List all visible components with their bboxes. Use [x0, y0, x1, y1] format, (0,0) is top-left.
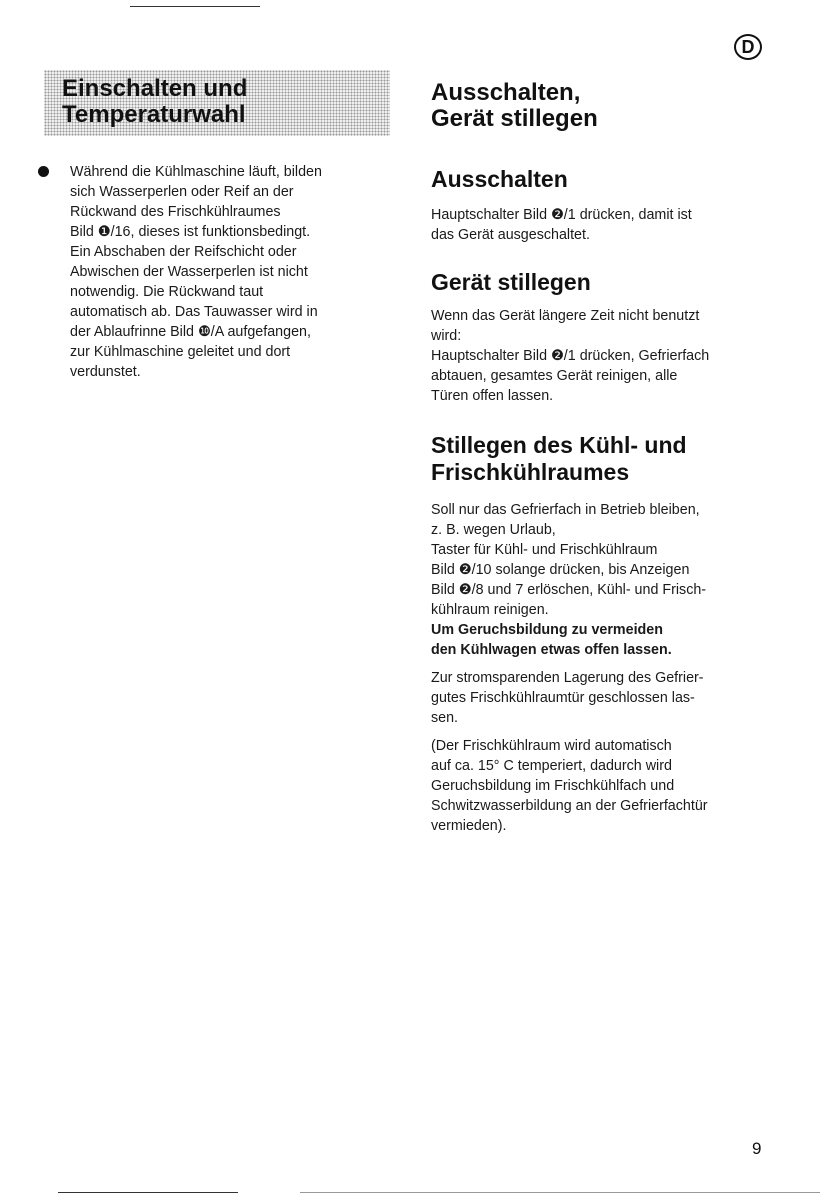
note-line: Schwitzwasserbildung an der Gefrierfachtür: [431, 798, 708, 814]
kuehlraum-stillegen-text: [431, 500, 811, 660]
heading-ausschalten: [431, 166, 811, 193]
note-line: auf ca. 15° C temperiert, dadurch wird: [431, 758, 672, 774]
main-heading: [431, 80, 811, 132]
left-title-line-1: Einschalten und: [62, 75, 248, 102]
temperature-note-text: [431, 736, 811, 836]
heading-geraet-stillegen: [431, 269, 811, 296]
heading-kuehlraum-stillegen: [431, 432, 811, 486]
kuehlraum-line: Soll nur das Gefrierfach in Betrieb bleiben,: [431, 502, 700, 518]
country-badge: [734, 34, 762, 60]
stillegen-line: wird:: [431, 328, 462, 344]
bullet-text: [70, 162, 378, 382]
ausschalten-text: [431, 205, 811, 245]
bottom-scan-rule-right: [300, 1192, 820, 1193]
ausschalten-line: das Gerät ausgeschaltet.: [431, 227, 590, 243]
heading-ausschalten-text: Ausschalten: [431, 166, 568, 192]
stillegen-line: abtauen, gesamtes Gerät reinigen, alle: [431, 368, 678, 384]
note-line: (Der Frischkühlraum wird automatisch: [431, 738, 672, 754]
main-heading-line-2: Gerät stillegen: [431, 105, 598, 132]
geraet-stillegen-text: [431, 306, 811, 406]
bullet-line: sich Wasserperlen oder Reif an der: [70, 184, 294, 200]
bullet-line: zur Kühlmaschine geleitet und dort: [70, 344, 291, 360]
heading-kuehlraum-line-1: Stillegen des Kühl- und: [431, 432, 687, 458]
left-title-line-2: Temperaturwahl: [62, 101, 246, 128]
top-scan-rule: [130, 6, 260, 7]
left-bullet-list: [38, 162, 378, 382]
main-heading-line-1: Ausschalten,: [431, 79, 581, 106]
bullet-line: Bild ❶/16, dieses ist funktionsbedingt.: [70, 224, 311, 240]
energy-saving-text: [431, 668, 811, 728]
bullet-line: automatisch ab. Das Tauwasser wird in: [70, 304, 318, 320]
heading-geraet-stillegen-text: Gerät stillegen: [431, 269, 591, 295]
kuehlraum-line: Bild ❷/8 und 7 erlöschen, Kühl- und Frisch-: [431, 582, 707, 598]
country-badge-letter: D: [741, 36, 755, 57]
kuehlraum-line: kühlraum reinigen.: [431, 602, 549, 618]
bullet-line: der Ablaufrinne Bild ❿/A aufgefangen,: [70, 324, 311, 340]
bullet-line: Ein Abschaben der Reifschicht oder: [70, 244, 297, 260]
bullet-line: Abwischen der Wasserperlen ist nicht: [70, 264, 308, 280]
note-line: Geruchsbildung im Frischkühlfach und: [431, 778, 675, 794]
energy-line: gutes Frischkühlraumtür geschlossen las-: [431, 690, 695, 706]
stillegen-line: Hauptschalter Bild ❷/1 drücken, Gefrierfach: [431, 348, 710, 364]
stillegen-line: Wenn das Gerät längere Zeit nicht benutzt: [431, 308, 700, 324]
bottom-scan-rule: [58, 1192, 238, 1193]
page-number: 9: [752, 1139, 762, 1158]
energy-line: sen.: [431, 710, 459, 726]
bullet-icon: [38, 166, 49, 177]
bullet-line: notwendig. Die Rückwand taut: [70, 284, 264, 300]
right-column: [431, 80, 811, 836]
heading-kuehlraum-line-2: Frischkühlraumes: [431, 459, 630, 485]
bullet-line: Während die Kühlmaschine läuft, bilden: [70, 164, 322, 180]
left-section-title: [62, 76, 247, 128]
kuehlraum-line: Taster für Kühl- und Frischkühlraum: [431, 542, 658, 558]
note-line: vermieden).: [431, 818, 507, 834]
warning-line: Um Geruchsbildung zu vermeiden: [431, 622, 663, 638]
bullet-line: verdunstet.: [70, 364, 141, 380]
energy-line: Zur stromsparenden Lagerung des Gefrier-: [431, 670, 704, 686]
ausschalten-line: Hauptschalter Bild ❷/1 drücken, damit ist: [431, 207, 692, 223]
stillegen-line: Türen offen lassen.: [431, 388, 554, 404]
kuehlraum-line: Bild ❷/10 solange drücken, bis Anzeigen: [431, 562, 690, 578]
warning-line: den Kühlwagen etwas offen lassen.: [431, 642, 672, 658]
bullet-line: Rückwand des Frischkühlraumes: [70, 204, 281, 220]
kuehlraum-line: z. B. wegen Urlaub,: [431, 522, 556, 538]
bullet-item: [38, 162, 378, 382]
